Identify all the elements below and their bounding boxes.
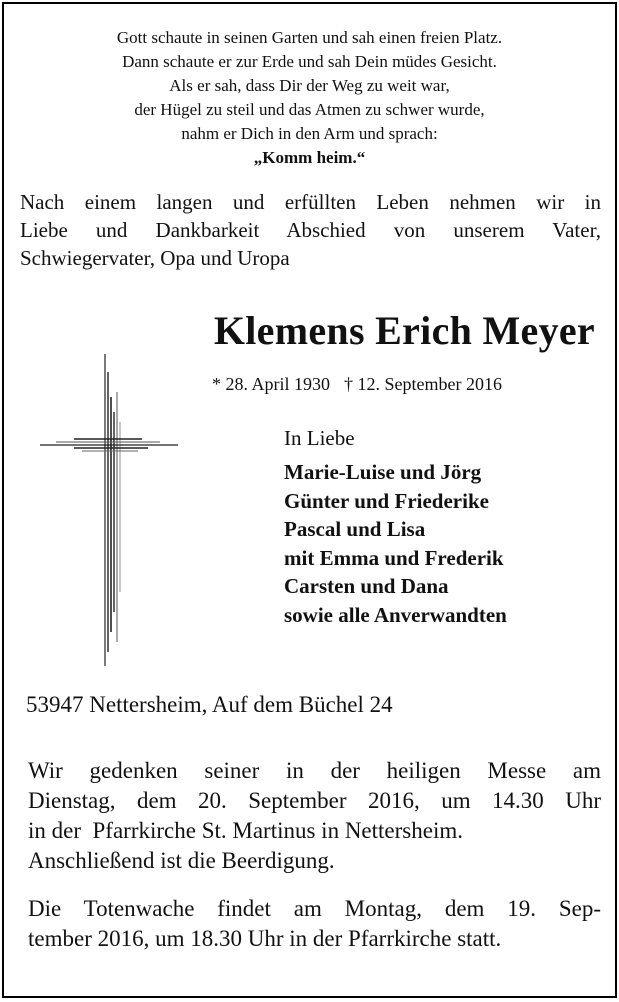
intro-text bbox=[20, 188, 601, 272]
cross-icon bbox=[38, 352, 180, 668]
cross-horizontal-beam bbox=[40, 439, 178, 451]
service-line: in der Pfarrkirche St. Martinus in Nettersheim. bbox=[28, 818, 463, 843]
poem-line: Als er sah, dass Dir der Weg zu weit war, bbox=[169, 76, 450, 95]
service-line: Wir gedenken seiner in der heiligen Messe am bbox=[28, 758, 601, 783]
cross-vertical-beam bbox=[105, 354, 120, 666]
poem-line: nahm er Dich in den Arm und sprach: bbox=[181, 124, 438, 143]
wake-info bbox=[28, 894, 601, 954]
death-date: † 12. September 2016 bbox=[344, 374, 502, 394]
service-line: Dienstag, dem 20. September 2016, um 14.30 Uhr bbox=[28, 788, 601, 813]
intro-line: Liebe und Dankbarkeit Abschied von unserem Vater, bbox=[20, 218, 601, 242]
intro-line: Schwiegervater, Opa und Uropa bbox=[20, 246, 290, 270]
poem-line: der Hügel zu steil und das Atmen zu schwer wurde, bbox=[134, 100, 485, 119]
mourner-name: sowie alle Anverwandten bbox=[284, 602, 507, 627]
mourners-heading: In Liebe bbox=[284, 426, 355, 450]
birth-date: * 28. April 1930 bbox=[212, 374, 331, 394]
wake-line: tember 2016, um 18.30 Uhr in der Pfarrkirche statt. bbox=[28, 926, 502, 951]
mourner-name: Pascal und Lisa bbox=[284, 517, 426, 541]
obituary-notice bbox=[2, 2, 617, 998]
mourner-name: Marie-Luise und Jörg bbox=[284, 460, 482, 484]
family-address: 53947 Nettersheim, Auf dem Büchel 24 bbox=[26, 692, 393, 717]
intro-line: Nach einem langen und erfüllten Leben nehmen wir in bbox=[20, 190, 601, 214]
service-line: Anschließend ist die Beerdigung. bbox=[28, 848, 335, 873]
poem-line: Gott schaute in seinen Garten und sah einen freien Platz. bbox=[116, 28, 503, 47]
poem-closing: „Komm heim.“ bbox=[253, 148, 366, 167]
poem-line: Dann schaute er zur Erde und sah Dein müdes Gesicht. bbox=[122, 52, 497, 71]
funeral-service-info bbox=[28, 756, 601, 876]
mourner-name: Carsten und Dana bbox=[284, 574, 449, 598]
wake-line: Die Totenwache findet am Montag, dem 19. Sep- bbox=[28, 896, 601, 921]
life-dates bbox=[212, 372, 516, 396]
deceased-name: Klemens Erich Meyer bbox=[213, 308, 595, 353]
mourner-name: mit Emma und Frederik bbox=[284, 545, 504, 570]
mourners bbox=[284, 424, 507, 629]
mourner-name: Günter und Friederike bbox=[284, 488, 489, 513]
poem bbox=[4, 26, 615, 170]
